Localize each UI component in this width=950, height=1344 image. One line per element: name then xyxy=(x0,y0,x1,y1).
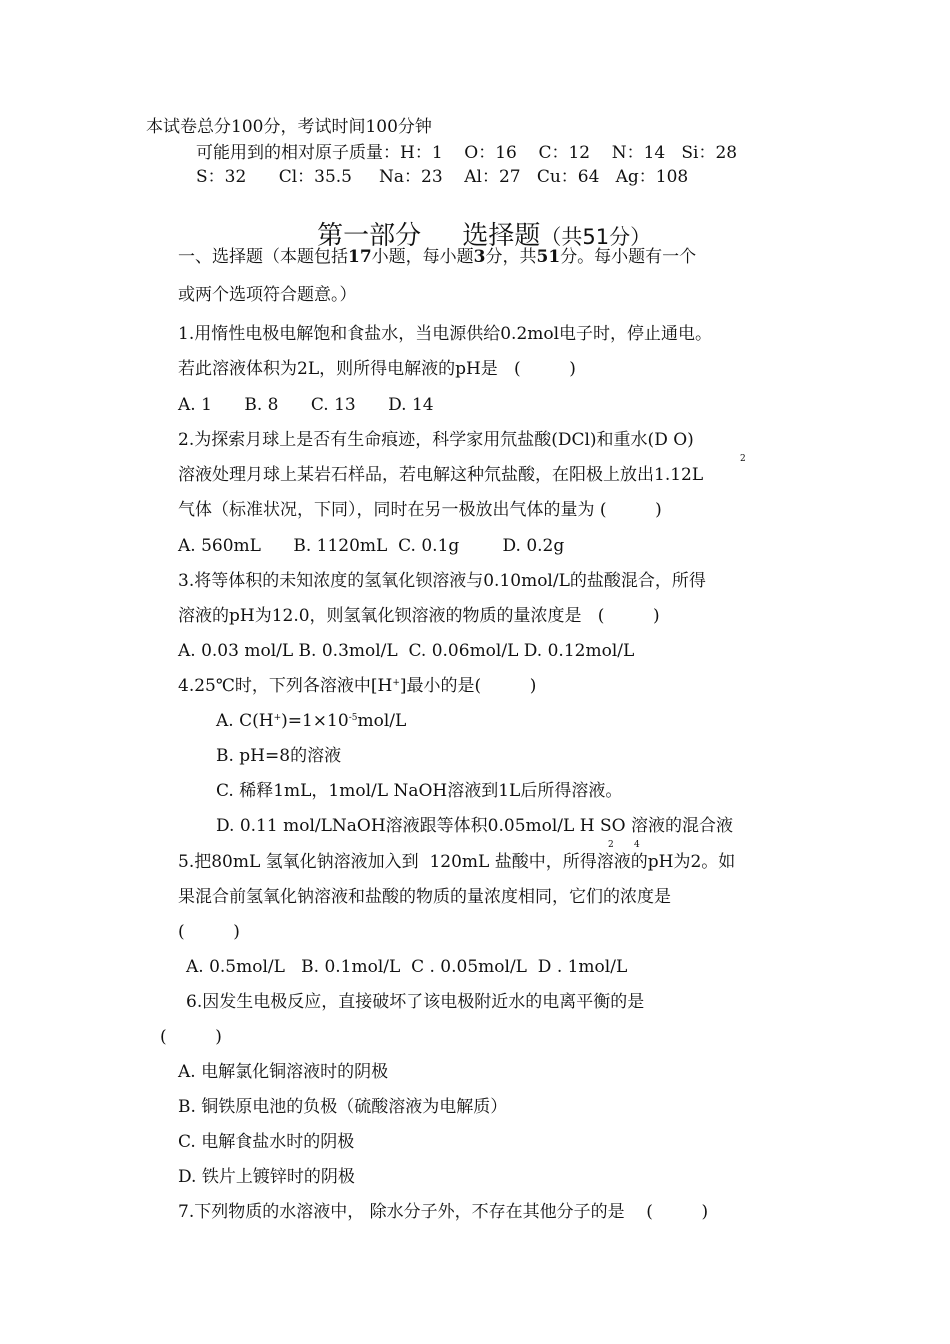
q1-options: A. 1 B. 8 C. 13 D. 14 xyxy=(178,395,434,415)
instructions-text-a: 一、选择题（本题包括 xyxy=(178,247,348,267)
q2-subscript-2: 2 xyxy=(740,454,746,464)
instructions-line-1 xyxy=(178,246,696,268)
q3-line-2: 溶液的pH为12.0，则氢氧化钡溶液的物质的量浓度是 ( ) xyxy=(178,606,660,626)
q4-a-superscript-1: + xyxy=(273,713,282,723)
section-title-sub: （共51分） xyxy=(540,225,652,249)
q6-line-2: ( ) xyxy=(160,1027,222,1047)
q3-line-1: 3.将等体积的未知浓度的氢氧化钡溶液与0.10mol/L的盐酸混合，所得 xyxy=(178,571,706,591)
q4-option-b: B. pH=8的溶液 xyxy=(216,746,342,766)
q4-option-c: C. 稀释1mL，1mol/L NaOH溶液到1L后所得溶液。 xyxy=(216,781,623,801)
q2-line-1-text: 2.为探索月球上是否有生命痕迹，科学家用氘盐酸(DCl)和重水(D O) xyxy=(178,430,694,450)
q2-line-1 xyxy=(178,429,694,451)
q4-d-subscript-2: 4 xyxy=(634,840,640,850)
q5-line-2: 果混合前氢氧化钠溶液和盐酸的物质的量浓度相同，它们的浓度是 xyxy=(178,887,671,907)
q1-line-1: 1.用惰性电极电解饱和食盐水，当电源供给0.2mol电子时，停止通电。 xyxy=(178,324,713,344)
q5-line-3: ( ) xyxy=(178,922,240,942)
question-count: 17 xyxy=(348,247,372,267)
q5-line-1: 5.把80mL 氢氧化钠溶液加入到 120mL 盐酸中，所得溶液的pH为2。如 xyxy=(178,852,736,872)
q3-options: A. 0.03 mol/L B. 0.3mol/L C. 0.06mol/L D. 0.12mol/L xyxy=(178,641,635,661)
points-each: 3 xyxy=(473,247,486,267)
q4-option-a xyxy=(216,710,406,735)
q6-option-d: D. 铁片上镀锌时的阴极 xyxy=(178,1167,355,1187)
q2-line-3: 气体（标准状况，下同），同时在另一极放出气体的量为 ( ) xyxy=(178,500,662,520)
atomic-mass-line-2: S：32 Cl：35.5 Na：23 Al：27 Cu：64 Ag：108 xyxy=(196,167,689,187)
q4-stem xyxy=(178,675,536,700)
q4-stem-a: 4.25℃时，下列各溶液中[H xyxy=(178,676,393,696)
q6-option-c: C. 电解食盐水时的阴极 xyxy=(178,1132,355,1152)
q4-d-subscript-1: 2 xyxy=(608,840,614,850)
q1-line-2: 若此溶液体积为2L，则所得电解液的pH是 ( ) xyxy=(178,359,576,379)
q2-options: A. 560mL B. 1120mL C. 0.1g D. 0.2g xyxy=(178,536,565,556)
q6-option-a: A. 电解氯化铜溶液时的阴极 xyxy=(178,1062,389,1082)
instructions-text-d: 分。每小题有一个 xyxy=(560,247,697,267)
q4-stem-superscript: + xyxy=(392,678,400,688)
instructions-text-c: 分，共 xyxy=(485,247,537,267)
q4-a-post: mol/L xyxy=(357,711,407,731)
instructions-line-2: 或两个选项符合题意。） xyxy=(178,285,357,305)
q7-line-1: 7.下列物质的水溶液中， 除水分子外，不存在其他分子的是 ( ) xyxy=(178,1202,709,1222)
q2-line-2: 溶液处理月球上某岩石样品，若电解这种氘盐酸，在阳极上放出1.12L xyxy=(178,465,704,485)
q4-option-d: D. 0.11 mol/LNaOH溶液跟等体积0.05mol/L H SO 溶液的混合液 xyxy=(216,816,733,836)
atomic-mass-line-1: 可能用到的相对原子质量：H：1 O：16 C：12 N：14 Si：28 xyxy=(196,143,738,163)
points-total: 51 xyxy=(536,247,561,267)
section-title-main: 第一部分 选择题 xyxy=(317,221,541,251)
exam-info: 本试卷总分100分，考试时间100分钟 xyxy=(146,117,432,137)
instructions-text-b: 小题，每小题 xyxy=(371,247,474,267)
q6-line-1: 6.因发生电极反应，直接破坏了该电极附近水的电离平衡的是 xyxy=(186,992,645,1012)
section-title xyxy=(284,191,651,282)
q4-stem-b: ]最小的是( ) xyxy=(399,676,537,696)
q4-a-superscript-2: -5 xyxy=(348,713,358,723)
q6-option-b: B. 铜铁原电池的负极（硫酸溶液为电解质） xyxy=(178,1097,508,1117)
q4-a-pre: A. C(H xyxy=(216,711,274,731)
q4-a-mid: )=1×10 xyxy=(281,711,349,731)
q5-options: A. 0.5mol/L B. 0.1mol/L C . 0.05mol/L D . 1mol/L xyxy=(186,957,628,977)
